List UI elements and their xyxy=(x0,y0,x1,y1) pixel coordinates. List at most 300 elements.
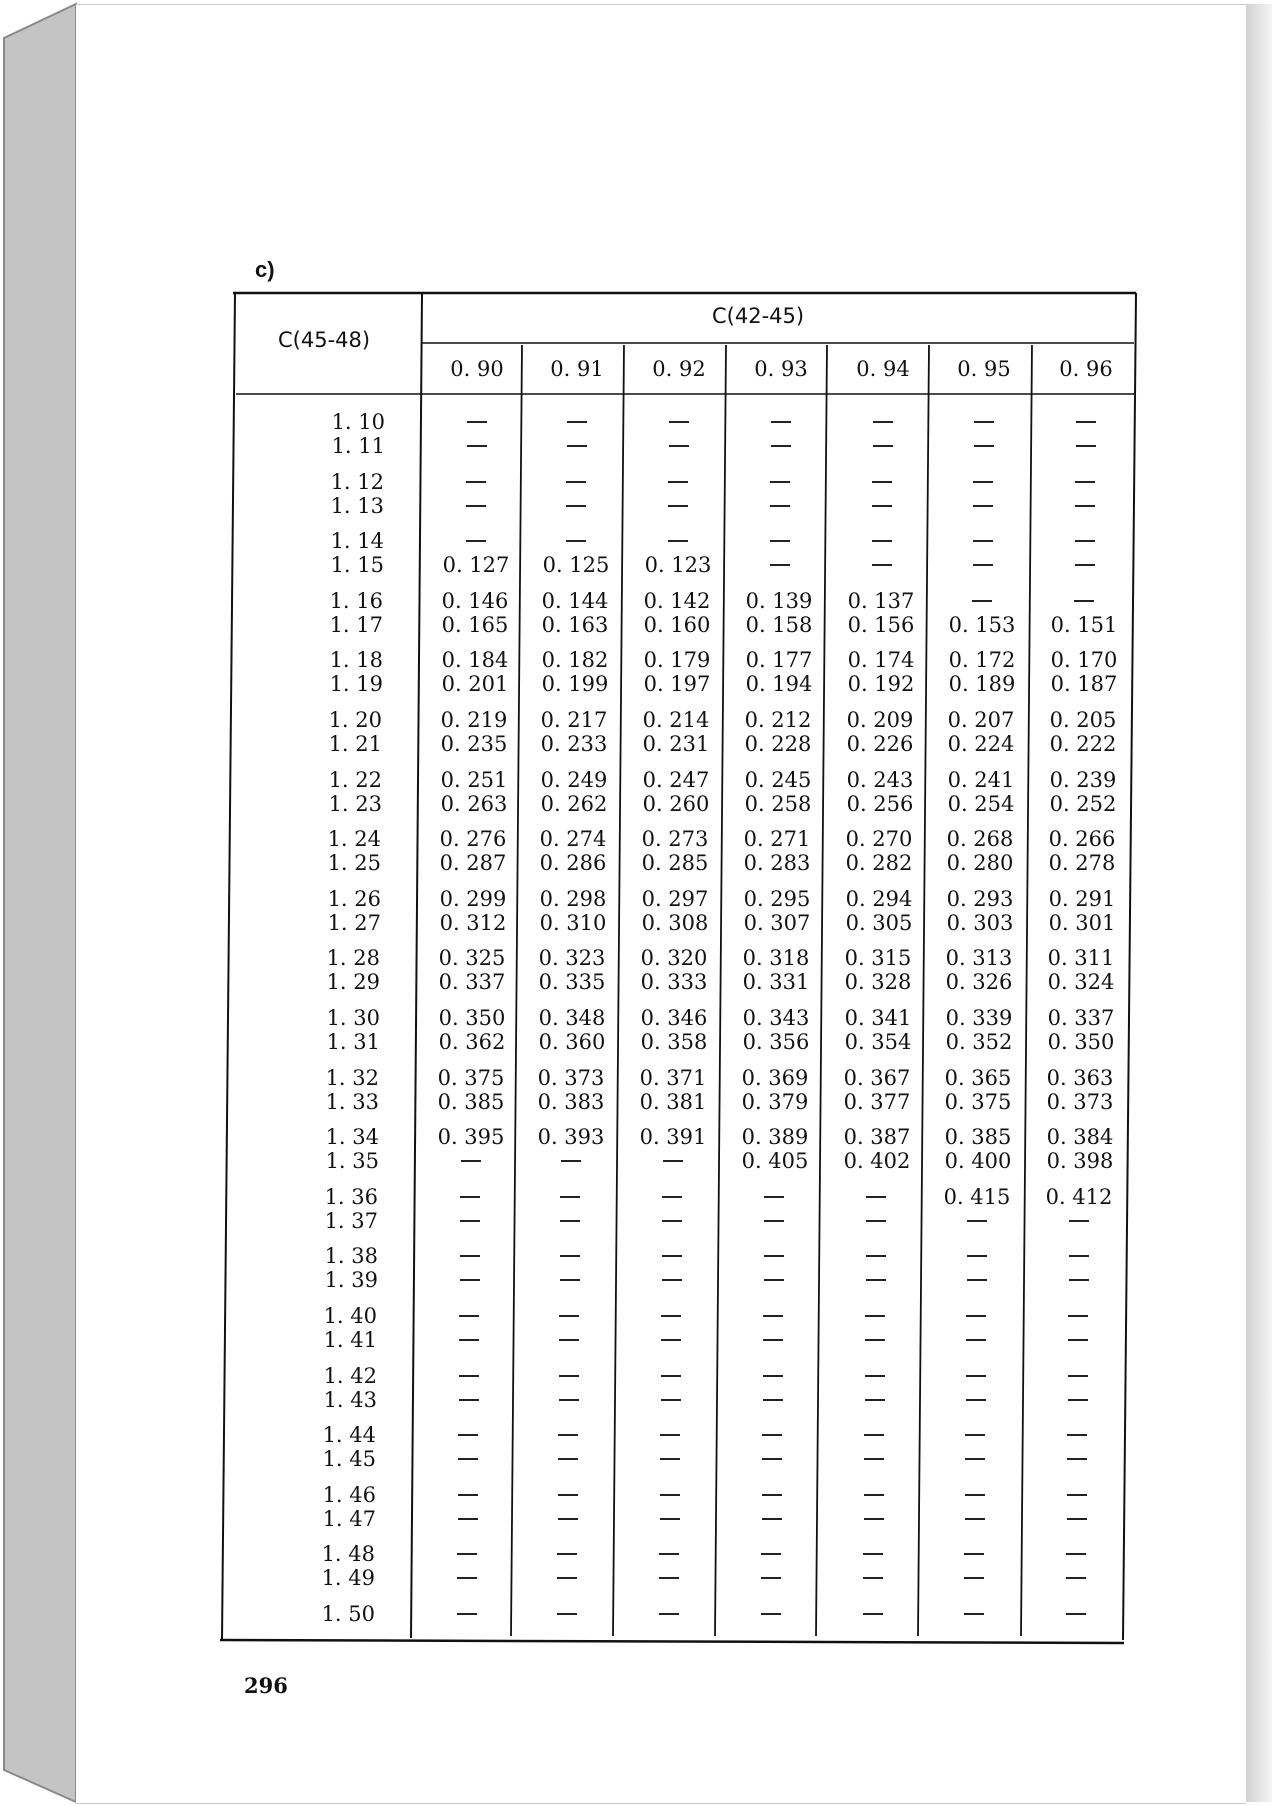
row-label: 1. 31 xyxy=(326,1030,380,1054)
table-cell: 0. 146 xyxy=(441,588,509,613)
table-cell: 0. 189 xyxy=(948,672,1016,697)
table-cell: 0. 235 xyxy=(440,732,508,756)
table-cell: 0. 153 xyxy=(948,612,1016,637)
row-label: 1. 42 xyxy=(323,1363,377,1388)
empty-cell-dash xyxy=(535,410,619,434)
empty-cell-dash xyxy=(528,1244,612,1268)
empty-cell-dash xyxy=(840,529,924,553)
row-label: 1. 22 xyxy=(328,767,382,792)
table-cell: 0. 224 xyxy=(947,732,1015,756)
table-cell: 0. 325 xyxy=(438,946,506,971)
table-cell: 0. 256 xyxy=(846,791,914,816)
table-cell: 0. 303 xyxy=(946,910,1014,935)
empty-cell-dash xyxy=(534,470,618,494)
table-cell: 0. 226 xyxy=(846,732,914,756)
table-cell: 0. 251 xyxy=(440,767,508,792)
empty-cell-dash xyxy=(627,1566,711,1590)
table-cell: 0. 298 xyxy=(539,886,607,911)
empty-cell-dash xyxy=(940,589,1024,613)
table-cell: 0. 187 xyxy=(1050,672,1118,697)
empty-cell-dash xyxy=(1036,1388,1120,1412)
empty-cell-dash xyxy=(526,1507,610,1531)
empty-cell-dash xyxy=(527,1328,611,1352)
empty-cell-dash xyxy=(732,1244,816,1268)
table-cell: 0. 123 xyxy=(644,553,712,578)
empty-cell-dash xyxy=(426,1447,510,1471)
empty-cell-dash xyxy=(527,1388,611,1412)
empty-cell-dash xyxy=(840,470,924,494)
table-cell: 0. 333 xyxy=(640,970,708,995)
page-edge-shadow xyxy=(1246,4,1272,1802)
empty-cell-dash xyxy=(935,1268,1019,1292)
empty-cell-dash xyxy=(425,1566,509,1590)
table-cell: 0. 184 xyxy=(441,648,509,673)
row-label: 1. 37 xyxy=(324,1208,378,1233)
table-cell: 0. 367 xyxy=(843,1065,911,1090)
empty-cell-dash xyxy=(1043,553,1127,577)
table-cell: 0. 375 xyxy=(437,1065,505,1090)
row-label: 1. 43 xyxy=(323,1387,377,1412)
empty-cell-dash xyxy=(833,1364,917,1388)
empty-cell-dash xyxy=(428,1185,512,1209)
table-cell: 0. 398 xyxy=(1046,1149,1114,1174)
table-cell: 0. 362 xyxy=(438,1030,506,1054)
empty-cell-dash xyxy=(1043,529,1127,553)
empty-cell-dash xyxy=(932,1542,1016,1566)
empty-cell-dash xyxy=(934,1304,1018,1328)
table-cell: 0. 337 xyxy=(438,970,506,995)
table-cell: 0. 245 xyxy=(744,767,812,792)
table-cell: 0. 199 xyxy=(541,672,609,697)
empty-cell-dash xyxy=(629,1388,713,1412)
row-label: 1. 50 xyxy=(321,1602,375,1626)
table-cell: 0. 371 xyxy=(639,1065,707,1090)
table-cell: 0. 356 xyxy=(742,1030,810,1054)
table-cell: 0. 201 xyxy=(441,672,509,697)
table-cell: 0. 385 xyxy=(437,1089,505,1114)
empty-cell-dash xyxy=(628,1483,712,1507)
table-cell: 0. 271 xyxy=(743,827,811,852)
table-cell: 0. 280 xyxy=(946,851,1014,876)
empty-cell-dash xyxy=(636,494,720,518)
empty-cell-dash xyxy=(637,410,721,434)
table-cell: 0. 312 xyxy=(439,910,507,935)
table-cell: 0. 375 xyxy=(944,1089,1012,1114)
table-cell: 0. 260 xyxy=(642,791,710,816)
row-label: 1. 23 xyxy=(328,791,382,816)
empty-cell-dash xyxy=(629,1304,713,1328)
empty-cell-dash xyxy=(527,1364,611,1388)
table-cell: 0. 358 xyxy=(640,1030,708,1054)
empty-cell-dash xyxy=(832,1423,916,1447)
table-cell: 0. 305 xyxy=(845,910,913,935)
table-cell: 0. 197 xyxy=(643,672,711,697)
row-label: 1. 13 xyxy=(330,493,384,518)
table-cell: 0. 307 xyxy=(743,910,811,935)
row-label: 1. 16 xyxy=(329,588,383,613)
table-cell: 0. 212 xyxy=(744,708,812,732)
empty-cell-dash xyxy=(1044,410,1128,434)
empty-cell-dash xyxy=(630,1185,714,1209)
table-cell: 0. 156 xyxy=(847,612,915,637)
table-cell: 0. 343 xyxy=(742,1006,810,1030)
empty-cell-dash xyxy=(739,410,823,434)
empty-cell-dash xyxy=(832,1447,916,1471)
row-label: 1. 29 xyxy=(326,970,380,995)
empty-cell-dash xyxy=(527,1304,611,1328)
empty-cell-dash xyxy=(1043,470,1127,494)
row-label: 1. 26 xyxy=(327,886,381,911)
empty-cell-dash xyxy=(434,470,518,494)
empty-cell-dash xyxy=(426,1423,510,1447)
table-cell: 0. 287 xyxy=(439,851,507,876)
empty-cell-dash xyxy=(627,1602,711,1626)
table-cell: 0. 217 xyxy=(540,708,608,732)
table-cell: 0. 282 xyxy=(845,851,913,876)
empty-cell-dash xyxy=(730,1483,814,1507)
table-cell: 0. 393 xyxy=(537,1125,605,1150)
empty-cell-dash xyxy=(525,1566,609,1590)
table-cell: 0. 283 xyxy=(743,851,811,876)
table-cell: 0. 402 xyxy=(843,1149,911,1174)
column-header: 0. 93 xyxy=(754,357,808,381)
empty-cell-dash xyxy=(534,529,618,553)
table-cell: 0. 310 xyxy=(539,910,607,935)
empty-cell-dash xyxy=(831,1566,915,1590)
table-cell: 0. 151 xyxy=(1050,612,1118,637)
empty-cell-dash xyxy=(833,1388,917,1412)
empty-cell-dash xyxy=(729,1566,813,1590)
empty-cell-dash xyxy=(941,529,1025,553)
table-cell: 0. 389 xyxy=(741,1125,809,1150)
table-cell: 0. 412 xyxy=(1045,1184,1113,1209)
table-cell: 0. 385 xyxy=(944,1125,1012,1150)
row-label: 1. 46 xyxy=(322,1482,376,1507)
empty-cell-dash xyxy=(427,1328,511,1352)
table-cell: 0. 144 xyxy=(541,588,609,613)
empty-cell-dash xyxy=(834,1268,918,1292)
empty-cell-dash xyxy=(732,1185,816,1209)
table-cell: 0. 391 xyxy=(639,1125,707,1150)
table-cell: 0. 170 xyxy=(1050,648,1118,673)
table-cell: 0. 163 xyxy=(541,612,609,637)
empty-cell-dash xyxy=(1042,589,1126,613)
table-cell: 0. 142 xyxy=(643,588,711,613)
table-cell: 0. 346 xyxy=(640,1006,708,1030)
table-cell: 0. 320 xyxy=(640,946,708,971)
column-header: 0. 95 xyxy=(957,357,1011,381)
empty-cell-dash xyxy=(529,1149,613,1173)
empty-cell-dash xyxy=(933,1423,1017,1447)
table-cell: 0. 243 xyxy=(846,767,914,792)
table-cell: 0. 214 xyxy=(642,708,710,732)
column-group-header: C(42-45) xyxy=(712,304,805,328)
empty-cell-dash xyxy=(534,494,618,518)
table-cell: 0. 179 xyxy=(643,648,711,673)
table-cell: 0. 311 xyxy=(1047,946,1115,971)
column-header: 0. 94 xyxy=(856,357,910,381)
table-cell: 0. 405 xyxy=(741,1149,809,1174)
table-cell: 0. 350 xyxy=(1047,1030,1115,1054)
table-cell: 0. 313 xyxy=(945,946,1013,971)
empty-cell-dash xyxy=(738,553,822,577)
table-cell: 0. 274 xyxy=(539,827,607,852)
table-cell: 0. 209 xyxy=(846,708,914,732)
empty-cell-dash xyxy=(941,553,1025,577)
empty-cell-dash xyxy=(1044,434,1128,458)
row-label: 1. 45 xyxy=(322,1447,376,1472)
table-cell: 0. 125 xyxy=(542,553,610,578)
empty-cell-dash xyxy=(528,1268,612,1292)
table-cell: 0. 239 xyxy=(1049,767,1117,792)
empty-cell-dash xyxy=(434,494,518,518)
empty-cell-dash xyxy=(841,434,925,458)
empty-cell-dash xyxy=(1035,1447,1119,1471)
empty-cell-dash xyxy=(425,1602,509,1626)
row-label: 1. 33 xyxy=(325,1089,379,1114)
empty-cell-dash xyxy=(525,1602,609,1626)
empty-cell-dash xyxy=(834,1244,918,1268)
empty-cell-dash xyxy=(1035,1483,1119,1507)
table-cell: 0. 266 xyxy=(1048,827,1116,852)
table-cell: 0. 207 xyxy=(947,708,1015,732)
table-cell: 0. 194 xyxy=(745,672,813,697)
empty-cell-dash xyxy=(629,1364,713,1388)
row-label: 1. 11 xyxy=(331,434,385,458)
empty-cell-dash xyxy=(730,1447,814,1471)
row-label: 1. 28 xyxy=(326,946,380,971)
table-cell: 0. 268 xyxy=(946,827,1014,852)
table-cell: 0. 249 xyxy=(540,767,608,792)
empty-cell-dash xyxy=(941,470,1025,494)
column-header: 0. 92 xyxy=(652,357,706,381)
empty-cell-dash xyxy=(1034,1566,1118,1590)
empty-cell-dash xyxy=(732,1268,816,1292)
empty-cell-dash xyxy=(731,1304,815,1328)
table-cell: 0. 285 xyxy=(641,851,709,876)
row-label: 1. 39 xyxy=(324,1268,378,1293)
empty-cell-dash xyxy=(1035,1507,1119,1531)
row-label: 1. 25 xyxy=(327,851,381,876)
empty-cell-dash xyxy=(739,434,823,458)
row-axis-header: C(45-48) xyxy=(278,328,371,352)
empty-cell-dash xyxy=(435,434,519,458)
table-cell: 0. 297 xyxy=(641,886,709,911)
table-cell: 0. 335 xyxy=(538,970,606,995)
empty-cell-dash xyxy=(738,494,822,518)
empty-cell-dash xyxy=(630,1209,714,1233)
table-cell: 0. 326 xyxy=(945,970,1013,995)
empty-cell-dash xyxy=(934,1328,1018,1352)
empty-cell-dash xyxy=(935,1209,1019,1233)
table-cell: 0. 177 xyxy=(745,648,813,673)
table-cell: 0. 205 xyxy=(1049,708,1117,732)
row-label: 1. 24 xyxy=(327,827,381,852)
empty-cell-dash xyxy=(526,1447,610,1471)
row-label: 1. 12 xyxy=(330,469,384,494)
table-cell: 0. 381 xyxy=(639,1089,707,1114)
table-cell: 0. 415 xyxy=(943,1184,1011,1209)
table-cell: 0. 363 xyxy=(1046,1065,1114,1090)
table-cell: 0. 348 xyxy=(538,1006,606,1030)
empty-cell-dash xyxy=(840,553,924,577)
table-cell: 0. 360 xyxy=(538,1030,606,1054)
empty-cell-dash xyxy=(932,1566,1016,1590)
empty-cell-dash xyxy=(731,1364,815,1388)
empty-cell-dash xyxy=(729,1542,813,1566)
empty-cell-dash xyxy=(426,1507,510,1531)
table-cell: 0. 241 xyxy=(947,767,1015,792)
table-cell: 0. 323 xyxy=(538,946,606,971)
empty-cell-dash xyxy=(426,1483,510,1507)
table-cell: 0. 231 xyxy=(642,732,710,756)
table-cell: 0. 291 xyxy=(1048,886,1116,911)
row-label: 1. 30 xyxy=(326,1006,380,1030)
empty-cell-dash xyxy=(636,529,720,553)
empty-cell-dash xyxy=(434,529,518,553)
empty-cell-dash xyxy=(1036,1304,1120,1328)
table-cell: 0. 294 xyxy=(845,886,913,911)
empty-cell-dash xyxy=(833,1304,917,1328)
empty-cell-dash xyxy=(1034,1602,1118,1626)
empty-cell-dash xyxy=(628,1423,712,1447)
row-label: 1. 49 xyxy=(321,1566,375,1591)
empty-cell-dash xyxy=(933,1483,1017,1507)
table-cell: 0. 400 xyxy=(944,1149,1012,1174)
table-cell: 0. 270 xyxy=(845,827,913,852)
page-number: 296 xyxy=(244,1673,288,1698)
empty-cell-dash xyxy=(526,1483,610,1507)
table-cell: 0. 352 xyxy=(945,1030,1013,1054)
table-cell: 0. 228 xyxy=(744,732,812,756)
table-cell: 0. 137 xyxy=(847,588,915,613)
empty-cell-dash xyxy=(435,410,519,434)
row-label: 1. 36 xyxy=(324,1184,378,1209)
empty-cell-dash xyxy=(1043,494,1127,518)
empty-cell-dash xyxy=(1037,1244,1121,1268)
row-label: 1. 10 xyxy=(331,410,385,434)
empty-cell-dash xyxy=(832,1507,916,1531)
table-cell: 0. 293 xyxy=(946,886,1014,911)
empty-cell-dash xyxy=(730,1423,814,1447)
empty-cell-dash xyxy=(840,494,924,518)
empty-cell-dash xyxy=(731,1328,815,1352)
table-cell: 0. 395 xyxy=(437,1125,505,1150)
table-cell: 0. 384 xyxy=(1046,1125,1114,1150)
empty-cell-dash xyxy=(729,1602,813,1626)
table-cell: 0. 373 xyxy=(1046,1089,1114,1114)
table-cell: 0. 222 xyxy=(1049,732,1117,756)
empty-cell-dash xyxy=(833,1328,917,1352)
table-cell: 0. 324 xyxy=(1047,970,1115,995)
table-cell: 0. 263 xyxy=(440,791,508,816)
empty-cell-dash xyxy=(637,434,721,458)
table-cell: 0. 373 xyxy=(537,1065,605,1090)
row-label: 1. 47 xyxy=(322,1506,376,1531)
table-cell: 0. 219 xyxy=(440,708,508,732)
empty-cell-dash xyxy=(731,1388,815,1412)
table-cell: 0. 172 xyxy=(948,648,1016,673)
empty-cell-dash xyxy=(525,1542,609,1566)
table-cell: 0. 350 xyxy=(438,1006,506,1030)
empty-cell-dash xyxy=(528,1209,612,1233)
empty-cell-dash xyxy=(629,1328,713,1352)
row-label: 1. 15 xyxy=(330,553,384,578)
table-cell: 0. 247 xyxy=(642,767,710,792)
column-header: 0. 96 xyxy=(1059,357,1113,381)
part-label: c) xyxy=(255,257,275,282)
empty-cell-dash xyxy=(942,410,1026,434)
table-cell: 0. 387 xyxy=(843,1125,911,1150)
table-cell: 0. 354 xyxy=(844,1030,912,1054)
table-cell: 0. 258 xyxy=(744,791,812,816)
row-label: 1. 20 xyxy=(328,708,382,732)
book-spine xyxy=(0,0,80,1806)
empty-cell-dash xyxy=(941,494,1025,518)
table-cell: 0. 315 xyxy=(844,946,912,971)
table-cell: 0. 158 xyxy=(745,612,813,637)
table-cell: 0. 328 xyxy=(844,970,912,995)
empty-cell-dash xyxy=(630,1244,714,1268)
table-cell: 0. 286 xyxy=(539,851,607,876)
empty-cell-dash xyxy=(428,1209,512,1233)
row-label: 1. 19 xyxy=(329,672,383,697)
table-cell: 0. 365 xyxy=(944,1065,1012,1090)
table-cell: 0. 308 xyxy=(641,910,709,935)
table-cell: 0. 278 xyxy=(1048,851,1116,876)
empty-cell-dash xyxy=(1036,1328,1120,1352)
table-cell: 0. 252 xyxy=(1049,791,1117,816)
empty-cell-dash xyxy=(934,1388,1018,1412)
table-cell: 0. 192 xyxy=(847,672,915,697)
empty-cell-dash xyxy=(738,529,822,553)
empty-cell-dash xyxy=(738,470,822,494)
empty-cell-dash xyxy=(427,1388,511,1412)
table-cell: 0. 383 xyxy=(537,1089,605,1114)
empty-cell-dash xyxy=(428,1244,512,1268)
empty-cell-dash xyxy=(429,1149,513,1173)
empty-cell-dash xyxy=(834,1209,918,1233)
row-label: 1. 41 xyxy=(323,1328,377,1352)
empty-cell-dash xyxy=(526,1423,610,1447)
table-cell: 0. 295 xyxy=(743,886,811,911)
row-label: 1. 27 xyxy=(327,910,381,935)
table-cell: 0. 174 xyxy=(847,648,915,673)
column-header: 0. 91 xyxy=(550,357,604,381)
empty-cell-dash xyxy=(935,1244,1019,1268)
empty-cell-dash xyxy=(730,1507,814,1531)
empty-cell-dash xyxy=(732,1209,816,1233)
row-label: 1. 17 xyxy=(329,612,383,637)
table-cell: 0. 139 xyxy=(745,588,813,613)
table-cell: 0. 182 xyxy=(541,648,609,673)
table-cell: 0. 337 xyxy=(1047,1006,1115,1030)
empty-cell-dash xyxy=(841,410,925,434)
table-cell: 0. 331 xyxy=(742,970,810,995)
table-cell: 0. 276 xyxy=(439,827,507,852)
row-label: 1. 44 xyxy=(322,1423,376,1448)
empty-cell-dash xyxy=(535,434,619,458)
table-cell: 0. 377 xyxy=(843,1089,911,1114)
table-cell: 0. 273 xyxy=(641,827,709,852)
table-cell: 0. 341 xyxy=(844,1006,912,1030)
column-header: 0. 90 xyxy=(450,357,504,381)
table-cell: 0. 299 xyxy=(439,886,507,911)
table-cell: 0. 254 xyxy=(947,791,1015,816)
table-cell: 0. 379 xyxy=(741,1089,809,1114)
empty-cell-dash xyxy=(831,1602,915,1626)
empty-cell-dash xyxy=(933,1447,1017,1471)
